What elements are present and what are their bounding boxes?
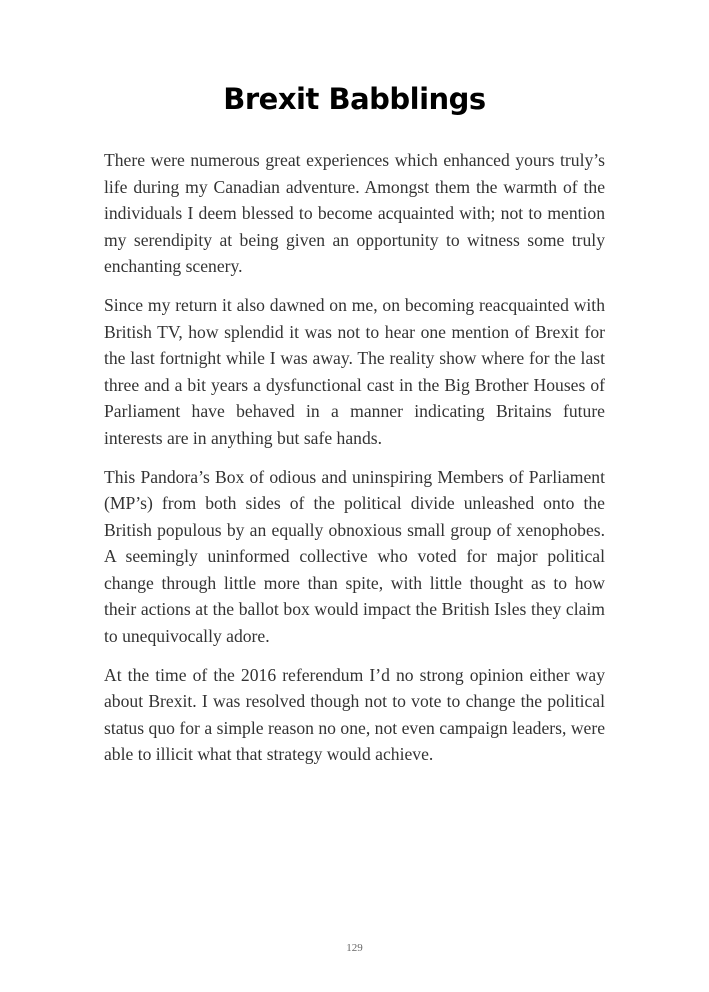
paragraph: At the time of the 2016 referendum I’d no strong opinion either way about Brexit. I was resolved though not to vote to change the political status quo for a simple reason no one, not even campaign leaders, were able to illicit what that strategy would achieve. xyxy=(104,664,605,764)
paragraph: Since my return it also dawned on me, on becoming reacquainted with British TV, how splendid it was not to hear one mention of Brexit for the last fortnight while I was away. The reality show where for the last three and a bit years a dysfunctional cast in the Big Brother Houses of Parliament have behaved in a manner indicating Britains future interests are in anything but safe hands. xyxy=(104,295,605,448)
chapter-body xyxy=(104,147,605,780)
page-number: 129 xyxy=(346,942,363,954)
paragraph: There were numerous great experiences which enhanced yours truly’s life during my Canadian adventure. Amongst them the warmth of the individuals I deem blessed to become acquainted with; not to mention my serendipity at being given an opportunity to witness some truly enchanting scenery. xyxy=(104,150,605,276)
paragraph: This Pandora’s Box of odious and uninspiring Members of Parliament (MP’s) from both sides of the political divide unleashed onto the British populous by an equally obnoxious small group of xenophobes. A seemingly uninformed collective who voted for major political change through little more than spite, with little thought as to how their actions at the ballot box would impact the British Isles they claim to unequivocally adore. xyxy=(104,466,605,646)
chapter-title: Brexit Babblings xyxy=(223,82,486,116)
